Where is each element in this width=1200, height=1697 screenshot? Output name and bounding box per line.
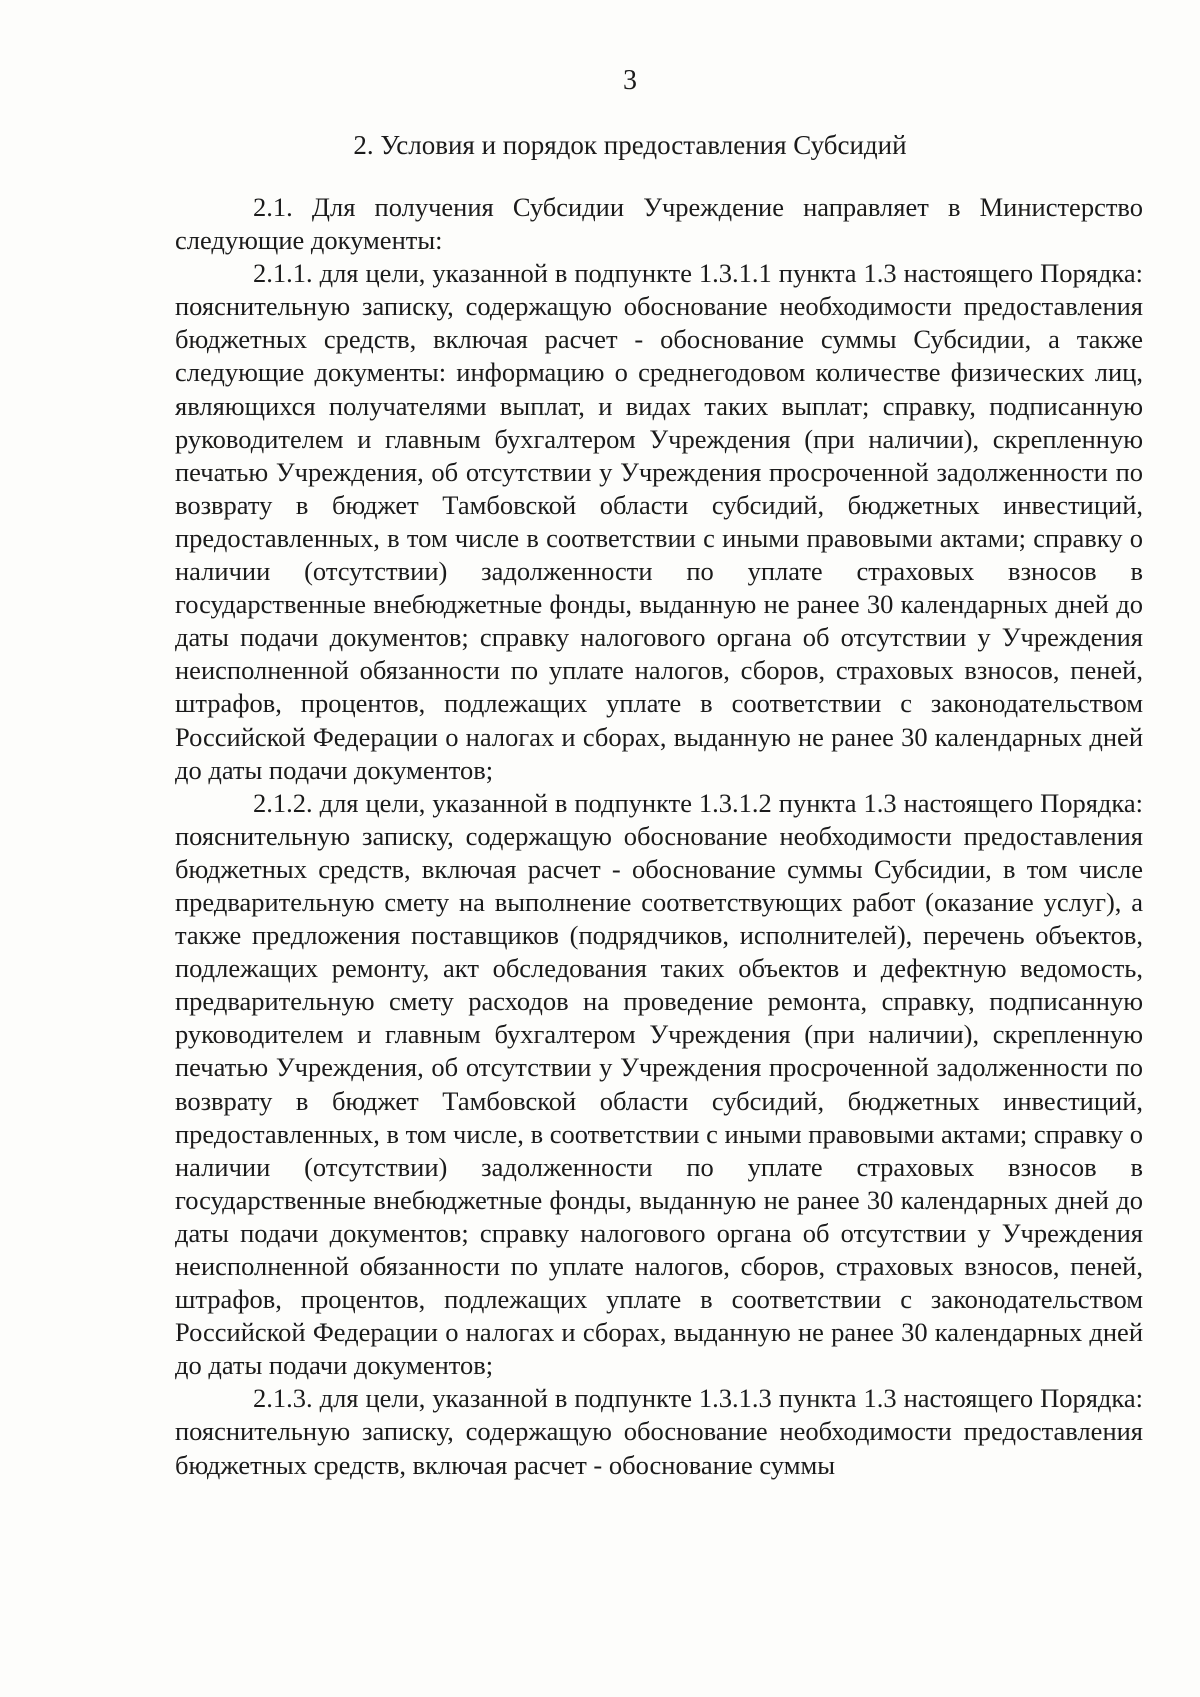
page-number: 3	[623, 65, 637, 96]
paragraph-2-1-2: 2.1.2. для цели, указанной в подпункте 1.3.1.2 пункта 1.3 настоящего Порядка: пояснительную записку, содержащую обоснование необходимости предоставления бюджетных средств, включая расчет - обоснование суммы Субсидии, в том числе предварительную смету на выполнение соответствующих работ (оказание услуг), а также предложения поставщиков (подрядчиков, исполнителей), перечень объектов, подлежащих ремонту, акт обследования таких объектов и дефектную ведомость, предварительную смету расходов на проведение ремонта, справку, подписанную руководителем и главным бухгалтером Учреждения (при наличии), скрепленную печатью Учреждения, об отсутствии у Учреждения просроченной задолженности по возврату в бюджет Тамбовской области субсидий, бюджетных инвестиций, предоставленных, в том числе, в соответствии с иными правовыми актами; справку о наличии (отсутствии) задолженности по уплате страховых взносов в государственные внебюджетные фонды, выданную не ранее 30 календарных дней до даты подачи документов; справку налогового органа об отсутствии у Учреждения неисполненной обязанности по уплате налогов, сборов, страховых взносов, пеней, штрафов, процентов, подлежащих уплате в соответствии с законодательством Российской Федерации о налогах и сборах, выданную не ранее 30 календарных дней до даты подачи документов;	[175, 787, 1143, 1381]
paragraph-2-1: 2.1. Для получения Субсидии Учреждение направляет в Министерство следующие документы:	[175, 192, 1143, 256]
section-title: 2. Условия и порядок предоставления Субсидий	[353, 130, 907, 160]
paragraph-2-1-1: 2.1.1. для цели, указанной в подпункте 1.3.1.1 пункта 1.3 настоящего Порядка: пояснительную записку, содержащую обоснование необходимости предоставления бюджетных средств, включая расчет - обоснование суммы Субсидии, а также следующие документы: информацию о среднегодовом количестве физических лиц, являющихся получателями выплат, и видах таких выплат; справку, подписанную руководителем и главным бухгалтером Учреждения (при наличии), скрепленную печатью Учреждения, об отсутствии у Учреждения просроченной задолженности по возврату в бюджет Тамбовской области субсидий, бюджетных инвестиций, предоставленных, в том числе в соответствии с иными правовыми актами; справку о наличии (отсутствии) задолженности по уплате страховых взносов в государственные внебюджетные фонды, выданную не ранее 30 календарных дней до даты подачи документов; справку налогового органа об отсутствии у Учреждения неисполненной обязанности по уплате налогов, сборов, страховых взносов, пеней, штрафов, процентов, подлежащих уплате в соответствии с законодательством Российской Федерации о налогах и сборах, выданную не ранее 30 календарных дней до даты подачи документов;	[175, 258, 1143, 785]
body-text	[175, 191, 1143, 1482]
paragraph-2-1-3: 2.1.3. для цели, указанной в подпункте 1.3.1.3 пункта 1.3 настоящего Порядка: пояснительную записку, содержащую обоснование необходимости предоставления бюджетных средств, включая расчет - обоснование суммы	[175, 1383, 1143, 1480]
